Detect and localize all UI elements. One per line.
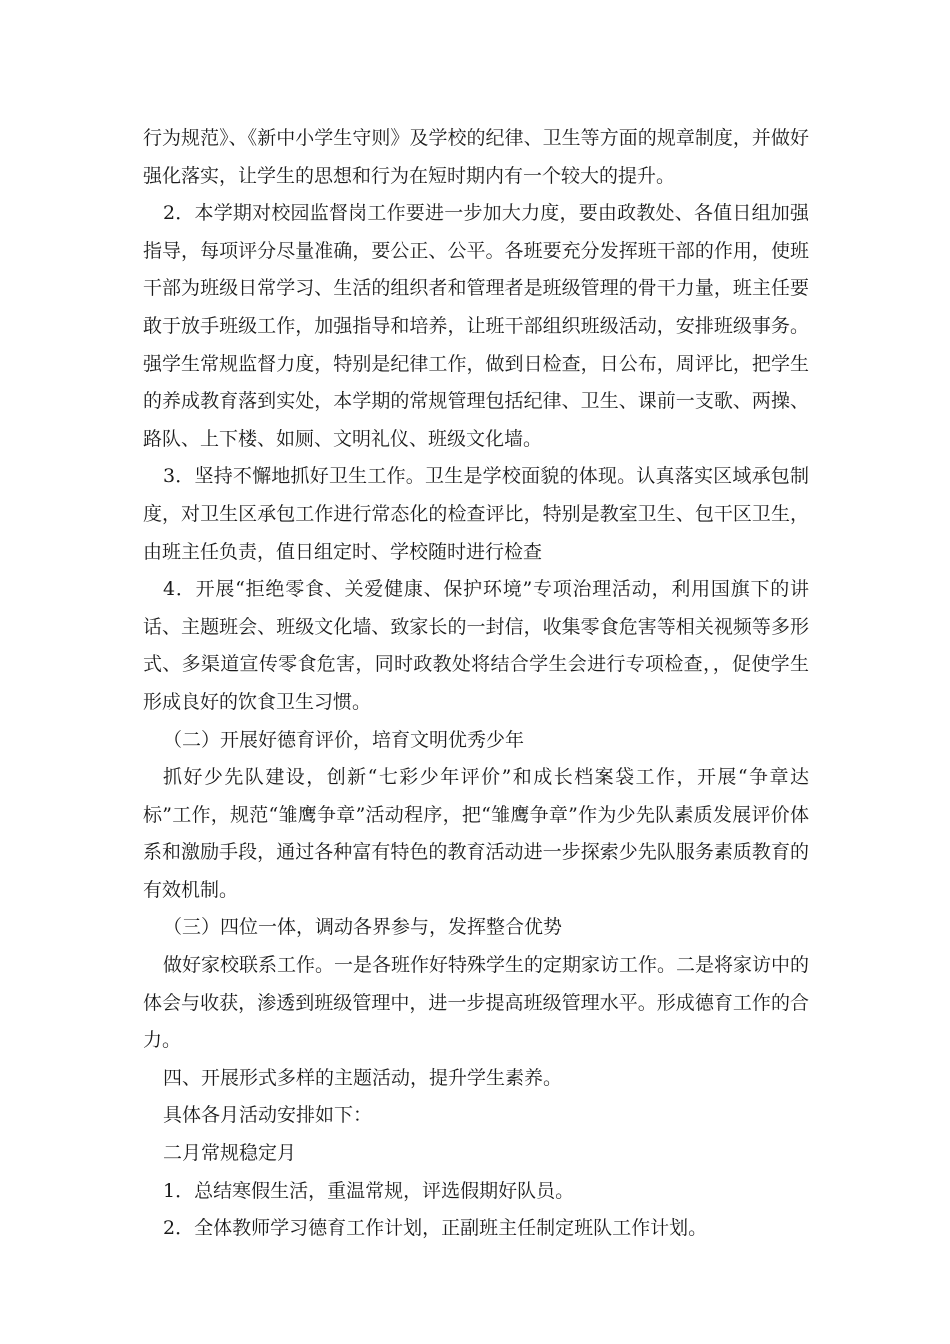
paragraph-young-pioneers: 抓好少先队建设，创新“七彩少年评价”和成长档案袋工作，开展“争章达标”工作，规范“雏鹰争章”活动程序，把“雏鹰争章”作为少先队素质发展评价体系和激励手段，通过各种富有特色的教育活动进一步探索少先队服务素质教育的有效机制。: [143, 766, 809, 901]
paragraph-rules-continuation: 行为规范》、《新中小学生守则》及学校的纪律、卫生等方面的规章制度，并做好强化落实，让学生的思想和行为在短时期内有一个较大的提升。: [143, 127, 809, 187]
paragraph-monthly-intro: 具体各月活动安排如下：: [163, 1104, 373, 1127]
paragraph-item-2-supervision: 2．本学期对校园监督岗工作要进一步加大力度，要由政教处、各值日组加强指导，每项评分尽量准确，要公正、公平。各班要充分发挥班干部的作用，使班干部为班级日常学习、生活的组织者和管理者是班级管理的骨干力量，班主任要敢于放手班级工作，加强指导和培养，让班干部组织班级活动，安排班级事务。强学生常规监督力度，特别是纪律工作，做到日检查，日公布，周评比，把学生的养成教育落到实处，本学期的常规管理包括纪律、卫生、课前一支歌、两操、路队、上下楼、如厕、文明礼仪、班级文化墙。: [143, 202, 809, 450]
paragraph-item-3-hygiene: 3．坚持不懈地抓好卫生工作。卫生是学校面貌的体现。认真落实区域承包制度，对卫生区承包工作进行常态化的检查评比，特别是教室卫生、包干区卫生，由班主任负责，值日组定时、学校随时进行检查: [143, 465, 809, 563]
paragraph-home-school: 做好家校联系工作。一是各班作好特殊学生的定期家访工作。二是将家访中的体会与收获，渗透到班级管理中，进一步提高班级管理水平。形成德育工作的合力。: [143, 954, 810, 1052]
document-body: [143, 120, 809, 1248]
month-heading-february: 二月常规稳定月: [163, 1142, 297, 1165]
list-item-february-2: 2．全体教师学习德育工作计划，正副班主任制定班队工作计划。: [163, 1217, 708, 1240]
list-item-february-1: 1．总结寒假生活，重温常规，评选假期好队员。: [163, 1179, 575, 1202]
section-heading-moral-evaluation: （二）开展好德育评价，培育文明优秀少年: [163, 728, 525, 751]
section-heading-theme-activities: 四、开展形式多样的主题活动，提升学生素养。: [163, 1066, 563, 1089]
section-heading-four-in-one: （三）四位一体，调动各界参与，发挥整合优势: [163, 916, 563, 939]
paragraph-item-4-snacks: 4．开展“拒绝零食、关爱健康、保护环境”专项治理活动，利用国旗下的讲话、主题班会、班级文化墙、致家长的一封信，收集零食危害等相关视频等多形式、多渠道宣传零食危害，同时政教处将结合学生会进行专项检查，，促使学生形成良好的饮食卫生习惯。: [143, 578, 809, 713]
